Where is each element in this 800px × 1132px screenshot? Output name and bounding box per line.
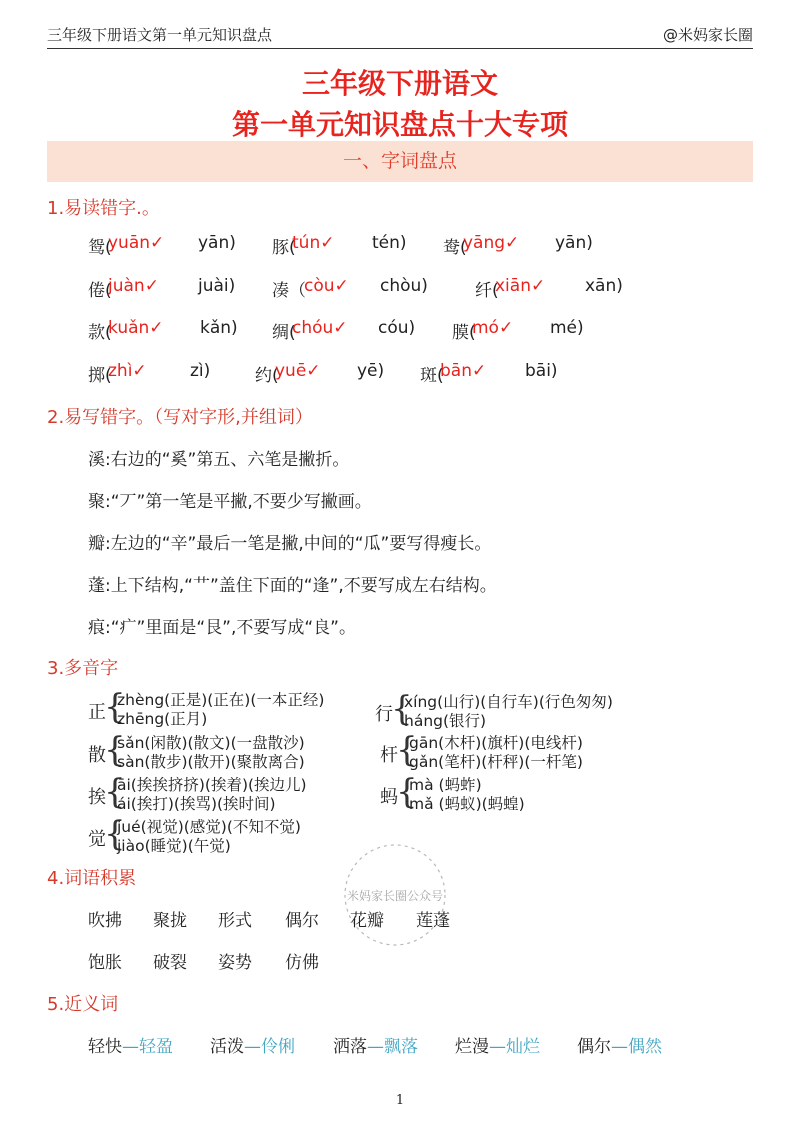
synonym-word: 轻快: [88, 1037, 122, 1057]
synonym-word: 洒落: [333, 1037, 367, 1057]
easy-write-item: 溪:右边的“奚”第五、六笔是撇折。: [88, 450, 350, 470]
header-right-source: @米妈家长圈: [662, 26, 753, 44]
easy-read-correct: juàn✓: [108, 276, 159, 296]
easy-read-char: 纤(: [475, 281, 499, 301]
polyphone-char: 正: [88, 702, 106, 723]
polyphone-char: 散: [88, 745, 106, 766]
polyphone-char: 蚂: [380, 787, 398, 808]
synonym-word: 活泼: [210, 1037, 244, 1057]
synonym-match: 伶俐: [261, 1037, 295, 1057]
easy-read-wrong: bāi): [525, 361, 558, 381]
easy-read-correct: yāng✓: [463, 233, 520, 253]
easy-read-wrong: mé): [550, 318, 584, 338]
easy-read-correct: chóu✓: [292, 318, 348, 338]
synonym-pair: [210, 1032, 295, 1057]
polyphone-reading-1: gān(木杆)(旗杆)(电线杆): [409, 734, 583, 752]
page-number: 1: [395, 1093, 405, 1108]
vocab-word: 形式: [218, 911, 252, 931]
easy-read-char: 绸(: [272, 323, 296, 343]
easy-write-item: 聚:“丆”第一笔是平撇,不要少写撇画。: [88, 492, 372, 512]
polyphone-entry: [380, 773, 680, 813]
header-left-title: 三年级下册语文第一单元知识盘点: [47, 26, 273, 44]
polyphone-char: 杆: [380, 745, 398, 766]
easy-read-wrong: juài): [198, 276, 236, 296]
easy-read-correct: còu✓: [304, 276, 349, 296]
easy-read-wrong: xān): [585, 276, 623, 296]
brace-icon: {: [396, 772, 418, 812]
section-heading-easy-write: 2.易写错字。（写对字形,并组词）: [47, 407, 313, 428]
synonym-match: 偶然: [628, 1037, 662, 1057]
polyphone-reading-2: ái(挨打)(挨骂)(挨时间): [117, 795, 276, 813]
vocab-word: 偶尔: [285, 911, 319, 931]
synonym-pair: [88, 1032, 173, 1057]
easy-write-item: 瓣:左边的“辛”最后一笔是撇,中间的“瓜”要写得瘦长。: [88, 534, 492, 554]
vocab-word: 吹拂: [88, 911, 122, 931]
synonym-word: 偶尔: [577, 1037, 611, 1057]
easy-read-wrong: tén): [372, 233, 407, 253]
section-heading-easy-read: 1.易读错字.。: [47, 198, 160, 219]
polyphone-entry: [375, 690, 675, 730]
polyphone-entry: [88, 688, 388, 728]
vocab-word: 聚拢: [153, 911, 187, 931]
easy-read-correct: zhì✓: [108, 361, 147, 381]
easy-read-char: 倦(: [88, 281, 112, 301]
vocab-word: 莲蓬: [416, 911, 450, 931]
polyphone-entry: [88, 731, 388, 771]
vocab-word: 姿势: [218, 953, 252, 973]
polyphone-reading-1: āi(挨挨挤挤)(挨着)(挨边儿): [117, 776, 307, 794]
easy-read-char: 凑（: [272, 281, 306, 301]
synonym-pair: [333, 1032, 418, 1057]
section-heading-vocabulary: 4.词语积累: [47, 868, 137, 889]
easy-read-correct: tún✓: [292, 233, 335, 253]
easy-write-item: 蓬:上下结构,“艹”盖住下面的“逢”,不要写成左右结构。: [88, 576, 497, 596]
polyphone-reading-2: zhēng(正月): [117, 710, 208, 728]
easy-read-wrong: chòu): [380, 276, 428, 296]
vocab-word: 破裂: [153, 953, 187, 973]
easy-read-wrong: yē): [357, 361, 385, 381]
easy-read-correct: bān✓: [440, 361, 487, 381]
dash-icon: —: [489, 1037, 506, 1057]
brace-icon: {: [104, 772, 126, 812]
polyphone-reading-2: mǎ (蚂蚁)(蚂蝗): [409, 795, 525, 813]
synonym-pair: [455, 1032, 540, 1057]
polyphone-entry: [88, 773, 388, 813]
easy-write-item: 痕:“疒”里面是“艮”,不要写成“良”。: [88, 618, 356, 638]
easy-read-char: 斑(: [420, 366, 444, 386]
easy-read-char: 鸳(: [88, 238, 112, 258]
page-header: [47, 22, 753, 49]
polyphone-reading-1: mà (蚂蚱): [409, 776, 482, 794]
polyphone-reading-1: jué(视觉)(感觉)(不知不觉): [117, 818, 301, 836]
easy-read-correct: yuān✓: [108, 233, 165, 253]
easy-read-char: 掷(: [88, 366, 112, 386]
polyphone-reading-1: xíng(山行)(自行车)(行色匆匆): [404, 693, 613, 711]
polyphone-reading-2: sàn(散步)(散开)(聚散离合): [117, 753, 305, 771]
dash-icon: —: [611, 1037, 628, 1057]
vocab-word: 仿佛: [285, 953, 319, 973]
easy-read-char: 款(: [88, 323, 112, 343]
polyphone-char: 挨: [88, 787, 106, 808]
document-title-line2: 第一单元知识盘点十大专项: [231, 108, 568, 141]
synonym-pair: [577, 1032, 662, 1057]
brace-icon: {: [104, 687, 126, 727]
polyphone-reading-2: jiào(睡觉)(午觉): [117, 837, 231, 855]
easy-read-char: 约(: [255, 366, 279, 386]
brace-icon: {: [104, 730, 126, 770]
vocab-word: 饱胀: [88, 953, 122, 973]
brace-icon: {: [391, 689, 413, 729]
easy-read-correct: mó✓: [472, 318, 514, 338]
section-banner: 一、字词盘点: [47, 141, 753, 182]
polyphone-entry: [380, 731, 680, 771]
polyphone-char: 行: [375, 704, 393, 725]
easy-read-correct: kuǎn✓: [108, 318, 164, 338]
synonym-match: 灿烂: [506, 1037, 540, 1057]
synonym-match: 轻盈: [139, 1037, 173, 1057]
stamp-text: 米妈家长圈公众号: [346, 889, 444, 903]
easy-read-wrong: cóu): [378, 318, 416, 338]
section-heading-synonyms: 5.近义词: [47, 994, 119, 1015]
easy-read-char: 膜(: [452, 323, 476, 343]
easy-read-correct: yuē✓: [275, 361, 321, 381]
dash-icon: —: [122, 1037, 139, 1057]
easy-read-char: 鸯(: [443, 238, 467, 258]
polyphone-reading-1: zhèng(正是)(正在)(一本正经): [117, 691, 325, 709]
brace-icon: {: [104, 814, 126, 854]
dash-icon: —: [367, 1037, 384, 1057]
brace-icon: {: [396, 730, 418, 770]
synonym-match: 飘落: [384, 1037, 418, 1057]
polyphone-char: 觉: [88, 829, 106, 850]
synonym-word: 烂漫: [455, 1037, 489, 1057]
vocab-word: 花瓣: [350, 911, 384, 931]
polyphone-reading-1: sǎn(闲散)(散文)(一盘散沙): [117, 734, 305, 752]
easy-read-correct: xiān✓: [495, 276, 546, 296]
polyphone-reading-2: gǎn(笔杆)(杆秤)(一杆笔): [409, 753, 583, 771]
watermark-stamp-icon: [340, 840, 450, 950]
easy-read-char: 豚(: [272, 238, 296, 258]
document-title-line1: 三年级下册语文: [301, 67, 498, 100]
easy-read-wrong: yān): [555, 233, 593, 253]
polyphone-reading-2: háng(银行): [404, 712, 487, 730]
easy-read-wrong: yān): [198, 233, 236, 253]
dash-icon: —: [244, 1037, 261, 1057]
easy-read-wrong: kǎn): [200, 318, 238, 338]
section-heading-polyphones: 3.多音字: [47, 658, 119, 679]
easy-read-wrong: zì): [190, 361, 211, 381]
